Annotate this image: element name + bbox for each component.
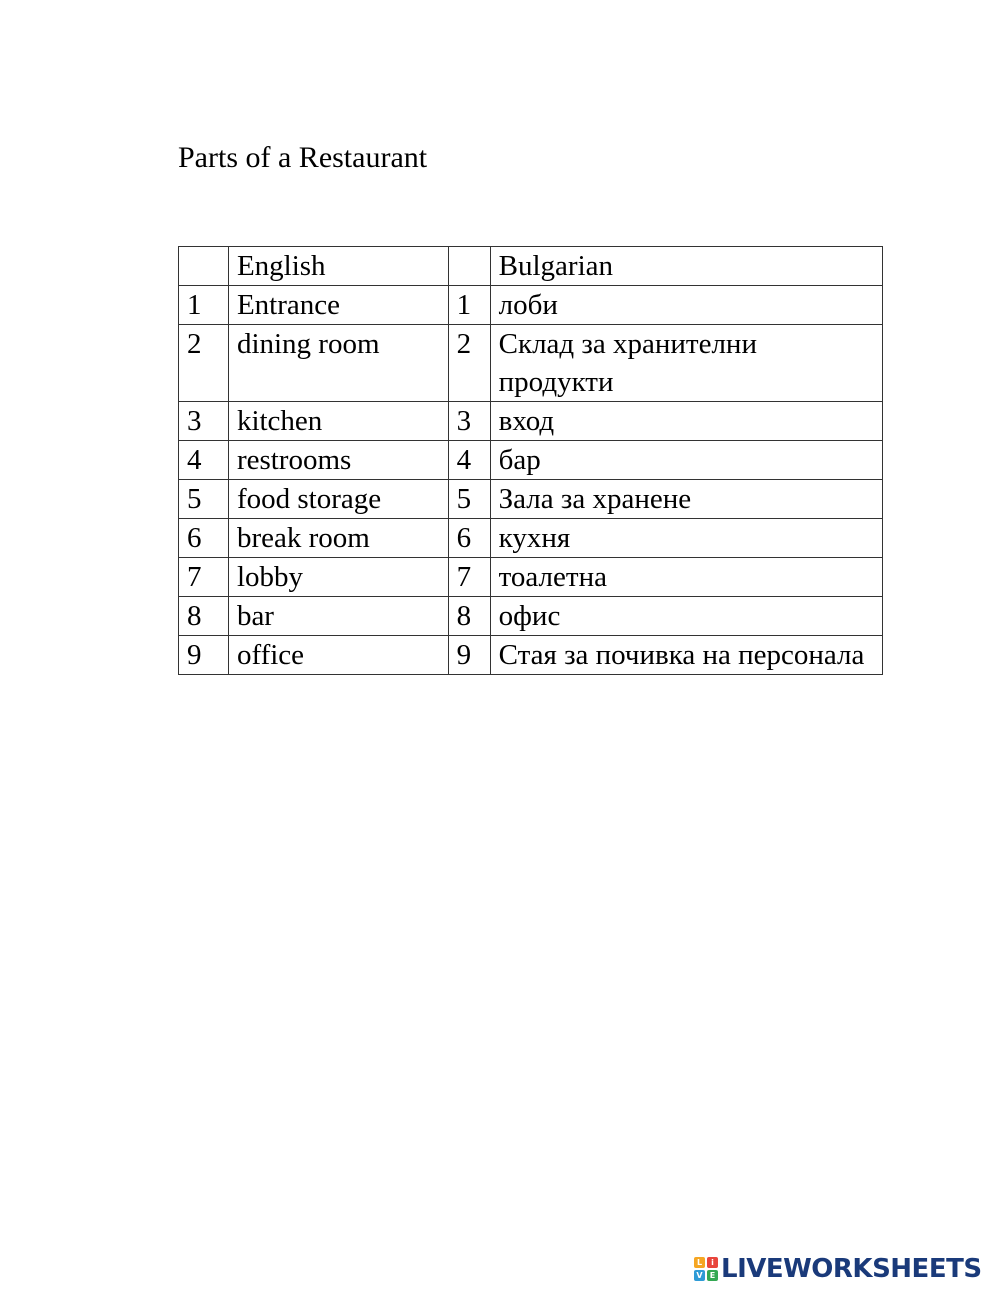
row-number-bulgarian: 2: [448, 325, 490, 402]
bulgarian-term: Склад за хранителни продукти: [490, 325, 882, 402]
row-number-english: 9: [179, 636, 229, 675]
mark-tile-l: L: [694, 1257, 705, 1268]
table-row: [179, 441, 883, 480]
row-number-bulgarian: 5: [448, 480, 490, 519]
row-number-english: 4: [179, 441, 229, 480]
mark-tile-e: E: [707, 1270, 718, 1281]
row-number-bulgarian: 9: [448, 636, 490, 675]
page-title: Parts of a Restaurant: [178, 141, 428, 174]
header-english: English: [228, 247, 448, 286]
bulgarian-term: Стая за почивка на персонала: [490, 636, 882, 675]
english-term: lobby: [228, 558, 448, 597]
table-header-row: [179, 247, 883, 286]
row-number-bulgarian: 1: [448, 286, 490, 325]
header-bulgarian: Bulgarian: [490, 247, 882, 286]
vocabulary-table: [178, 246, 883, 675]
table-row: [179, 480, 883, 519]
row-number-bulgarian: 4: [448, 441, 490, 480]
row-number-english: 7: [179, 558, 229, 597]
row-number-bulgarian: 3: [448, 402, 490, 441]
table-row: [179, 558, 883, 597]
english-term: food storage: [228, 480, 448, 519]
liveworksheets-mark-icon: [694, 1257, 718, 1281]
row-number-english: 8: [179, 597, 229, 636]
row-number-english: 2: [179, 325, 229, 402]
bulgarian-term: тоалетна: [490, 558, 882, 597]
bulgarian-term: кухня: [490, 519, 882, 558]
table-row: [179, 402, 883, 441]
bulgarian-term: вход: [490, 402, 882, 441]
row-number-bulgarian: 8: [448, 597, 490, 636]
english-term: break room: [228, 519, 448, 558]
table-row: [179, 325, 883, 402]
bulgarian-term: лоби: [490, 286, 882, 325]
row-number-bulgarian: 7: [448, 558, 490, 597]
table-row: [179, 519, 883, 558]
bulgarian-term: Зала за хранене: [490, 480, 882, 519]
row-number-english: 5: [179, 480, 229, 519]
bulgarian-term: бар: [490, 441, 882, 480]
english-term: office: [228, 636, 448, 675]
table-row: [179, 636, 883, 675]
english-term: kitchen: [228, 402, 448, 441]
row-number-english: 6: [179, 519, 229, 558]
liveworksheets-logo[interactable]: [694, 1254, 982, 1284]
table-row: [179, 597, 883, 636]
english-term: restrooms: [228, 441, 448, 480]
mark-tile-v: V: [694, 1270, 705, 1281]
english-term: bar: [228, 597, 448, 636]
liveworksheets-wordmark: LIVEWORKSHEETS: [721, 1254, 982, 1284]
mark-tile-i: i: [707, 1257, 718, 1268]
header-number-english: [179, 247, 229, 286]
header-number-bulgarian: [448, 247, 490, 286]
bulgarian-term: офис: [490, 597, 882, 636]
english-term: dining room: [228, 325, 448, 402]
row-number-english: 1: [179, 286, 229, 325]
table-row: [179, 286, 883, 325]
row-number-bulgarian: 6: [448, 519, 490, 558]
row-number-english: 3: [179, 402, 229, 441]
english-term: Entrance: [228, 286, 448, 325]
